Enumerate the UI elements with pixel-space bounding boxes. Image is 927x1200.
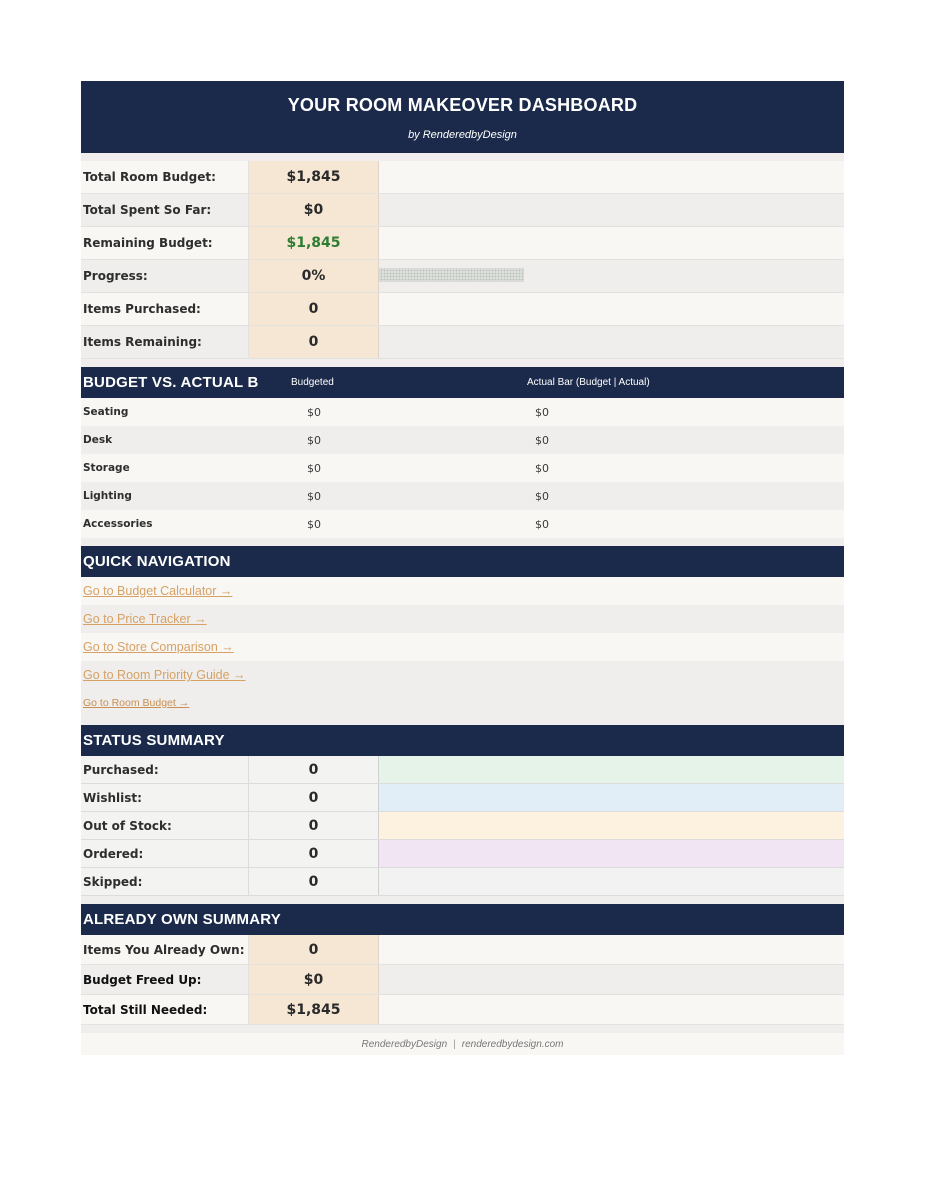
page-subtitle: by RenderedbyDesign bbox=[408, 129, 517, 141]
header-underline bbox=[685, 754, 844, 756]
spacer bbox=[81, 717, 844, 725]
kpi-row-total-spent bbox=[81, 194, 844, 227]
kpi-value[interactable]: 0% bbox=[249, 260, 379, 292]
section-title: STATUS SUMMARY bbox=[83, 732, 225, 749]
nav-section-header bbox=[81, 546, 844, 577]
own-value[interactable]: $1,845 bbox=[249, 995, 379, 1024]
progress-bar bbox=[379, 268, 524, 282]
kpi-value[interactable]: 0 bbox=[249, 293, 379, 325]
spacer bbox=[81, 538, 844, 546]
status-color-band bbox=[379, 784, 844, 811]
own-label: Budget Freed Up: bbox=[81, 965, 249, 994]
kpi-row-items-remaining bbox=[81, 326, 844, 359]
link-price-tracker[interactable]: Go to Price Tracker → bbox=[83, 612, 207, 626]
table-row bbox=[81, 398, 844, 426]
budgeted-cell[interactable]: $0 bbox=[307, 461, 321, 475]
own-value[interactable]: $0 bbox=[249, 965, 379, 994]
status-color-band bbox=[379, 756, 844, 783]
actual-cell[interactable]: $0 bbox=[535, 433, 549, 447]
own-blank-cell bbox=[379, 965, 844, 994]
kpi-blank-cell bbox=[379, 227, 844, 259]
link-store-comparison[interactable]: Go to Store Comparison → bbox=[83, 640, 234, 654]
spacer bbox=[81, 896, 844, 904]
own-row-still-needed bbox=[81, 995, 844, 1025]
status-row-skipped bbox=[81, 868, 844, 896]
kpi-label: Items Purchased: bbox=[81, 293, 249, 325]
own-row-items-owned bbox=[81, 935, 844, 965]
list-item bbox=[81, 605, 844, 633]
column-header-actual: Actual Bar (Budget | Actual) bbox=[527, 377, 650, 388]
status-count[interactable]: 0 bbox=[249, 812, 379, 839]
kpi-row-total-budget bbox=[81, 161, 844, 194]
status-row-purchased bbox=[81, 756, 844, 784]
status-label: Purchased: bbox=[81, 756, 249, 783]
status-label: Out of Stock: bbox=[81, 812, 249, 839]
own-table bbox=[81, 935, 844, 1025]
status-count[interactable]: 0 bbox=[249, 784, 379, 811]
spacer bbox=[81, 359, 844, 367]
own-label: Total Still Needed: bbox=[81, 995, 249, 1024]
footer bbox=[81, 1025, 844, 1055]
actual-cell[interactable]: $0 bbox=[535, 461, 549, 475]
kpi-row-remaining-budget bbox=[81, 227, 844, 260]
kpi-value[interactable]: $1,845 bbox=[249, 161, 379, 193]
page-title: YOUR ROOM MAKEOVER DASHBOARD bbox=[287, 95, 638, 115]
actual-cell[interactable]: $0 bbox=[535, 517, 549, 531]
footer-site-link[interactable]: renderedbydesign.com bbox=[461, 1038, 564, 1050]
status-row-ordered bbox=[81, 840, 844, 868]
kpi-blank-cell bbox=[379, 293, 844, 325]
link-room-priority-guide[interactable]: Go to Room Priority Guide → bbox=[83, 668, 246, 682]
section-title: ALREADY OWN SUMMARY bbox=[83, 911, 281, 928]
kpi-row-items-purchased bbox=[81, 293, 844, 326]
category-cell: Desk bbox=[83, 434, 113, 446]
kpi-label: Progress: bbox=[81, 260, 249, 292]
list-item bbox=[81, 661, 844, 689]
kpi-blank-cell bbox=[379, 326, 844, 358]
nav-list bbox=[81, 577, 844, 717]
kpi-label: Items Remaining: bbox=[81, 326, 249, 358]
status-count[interactable]: 0 bbox=[249, 756, 379, 783]
kpi-label: Remaining Budget: bbox=[81, 227, 249, 259]
list-item bbox=[81, 577, 844, 605]
budgeted-cell[interactable]: $0 bbox=[307, 433, 321, 447]
kpi-table bbox=[81, 161, 844, 359]
status-table bbox=[81, 756, 844, 896]
header-underline bbox=[685, 575, 844, 577]
table-row bbox=[81, 482, 844, 510]
section-title: BUDGET VS. ACTUAL B bbox=[83, 374, 259, 391]
dashboard-header bbox=[81, 81, 844, 153]
progress-cell bbox=[379, 260, 844, 292]
own-row-budget-freed bbox=[81, 965, 844, 995]
spacer bbox=[81, 153, 844, 161]
kpi-value[interactable]: $1,845 bbox=[249, 227, 379, 259]
budgeted-cell[interactable]: $0 bbox=[307, 489, 321, 503]
category-cell: Seating bbox=[83, 406, 129, 418]
budget-table bbox=[81, 398, 844, 538]
column-header-budgeted: Budgeted bbox=[291, 377, 334, 388]
status-label: Ordered: bbox=[81, 840, 249, 867]
status-color-band bbox=[379, 868, 844, 895]
status-color-band bbox=[379, 840, 844, 867]
table-row bbox=[81, 454, 844, 482]
category-cell: Storage bbox=[83, 462, 130, 474]
status-count[interactable]: 0 bbox=[249, 840, 379, 867]
status-color-band bbox=[379, 812, 844, 839]
actual-cell[interactable]: $0 bbox=[535, 489, 549, 503]
dashboard-sheet bbox=[81, 81, 844, 1055]
kpi-value[interactable]: $0 bbox=[249, 194, 379, 226]
status-label: Wishlist: bbox=[81, 784, 249, 811]
budgeted-cell[interactable]: $0 bbox=[307, 517, 321, 531]
list-item bbox=[81, 689, 844, 717]
budget-section-header bbox=[81, 367, 844, 398]
kpi-row-progress bbox=[81, 260, 844, 293]
own-value[interactable]: 0 bbox=[249, 935, 379, 964]
link-room-budget[interactable]: Go to Room Budget → bbox=[83, 697, 190, 709]
kpi-label: Total Room Budget: bbox=[81, 161, 249, 193]
status-section-header bbox=[81, 725, 844, 756]
status-count[interactable]: 0 bbox=[249, 868, 379, 895]
kpi-blank-cell bbox=[379, 161, 844, 193]
kpi-label: Total Spent So Far: bbox=[81, 194, 249, 226]
status-row-wishlist bbox=[81, 784, 844, 812]
own-blank-cell bbox=[379, 935, 844, 964]
kpi-value[interactable]: 0 bbox=[249, 326, 379, 358]
table-row bbox=[81, 426, 844, 454]
category-cell: Lighting bbox=[83, 490, 132, 502]
own-section-header bbox=[81, 904, 844, 935]
budgeted-cell[interactable]: $0 bbox=[307, 405, 321, 419]
link-budget-calculator[interactable]: Go to Budget Calculator → bbox=[83, 584, 233, 598]
footer-separator: | bbox=[453, 1038, 456, 1050]
kpi-blank-cell bbox=[379, 194, 844, 226]
actual-cell[interactable]: $0 bbox=[535, 405, 549, 419]
category-cell: Accessories bbox=[83, 518, 153, 530]
section-title: QUICK NAVIGATION bbox=[83, 553, 231, 570]
own-label: Items You Already Own: bbox=[81, 935, 249, 964]
list-item bbox=[81, 633, 844, 661]
table-row bbox=[81, 510, 844, 538]
footer-brand: RenderedbyDesign bbox=[361, 1038, 448, 1050]
status-row-out-of-stock bbox=[81, 812, 844, 840]
status-label: Skipped: bbox=[81, 868, 249, 895]
own-blank-cell bbox=[379, 995, 844, 1024]
header-underline bbox=[685, 933, 844, 935]
